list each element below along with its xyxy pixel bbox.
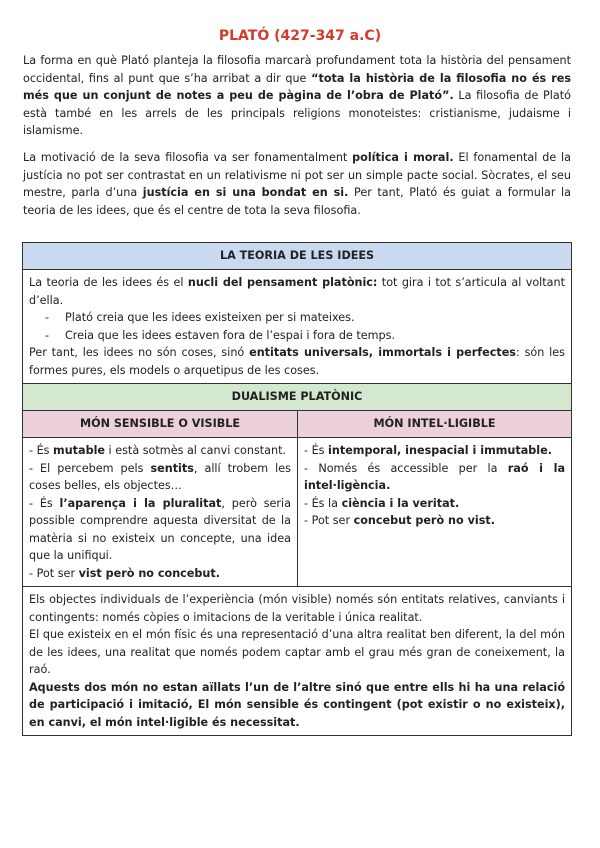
theory-line2-c: : són les formes pures, els models o arquetipus de les coses. — [29, 346, 566, 377]
bullet-dash: - — [45, 328, 50, 342]
i1b: intemporal, inespacial i immutable. — [328, 444, 552, 457]
intro-p2-text-a: La motivació de la seva filosofia va ser fonamentalment — [23, 151, 353, 164]
theory-line-2 — [29, 344, 565, 379]
intro-paragraph-2 — [23, 149, 571, 219]
sensible-world-header: MÓN SENSIBLE O VISIBLE — [23, 411, 298, 438]
s4b: vist però no concebut. — [78, 566, 220, 580]
intro-paragraph-1 — [23, 52, 571, 140]
intelligible-world-cell — [298, 438, 572, 587]
theory-bullet-2 — [29, 327, 565, 345]
sensible-line-1 — [29, 442, 291, 460]
i1a: - És — [304, 444, 329, 457]
sensible-world-cell — [23, 438, 298, 587]
s1a: - És — [29, 444, 54, 457]
intro-p2-bold-justice: justícia en si una bondat en si. — [142, 186, 349, 199]
s3a: - És — [29, 496, 60, 510]
sensible-line-2 — [29, 460, 291, 495]
bullet-text: Creia que les idees estaven fora de l’espai i fora de temps. — [65, 328, 396, 342]
intro-p2-text-e: Per tant, Plató és guiat a formular la teoria de les idees, que és el centre de tota la seva filosofia. — [23, 186, 571, 217]
theory-bullet-1 — [29, 309, 565, 327]
theory-table — [22, 242, 572, 736]
bullet-dash: - — [45, 311, 50, 324]
sensible-line-4 — [29, 565, 291, 583]
i2a: - Només és accessible per la — [304, 461, 508, 475]
bullet-text: Plató creia que les idees existeixen per si mateixes. — [65, 311, 355, 324]
i4a: - Pot ser — [304, 514, 354, 527]
theory-line2-a: Per tant, les idees no són coses, sinó — [29, 346, 250, 359]
theory-header: LA TEORIA DE LES IDEES — [23, 243, 572, 270]
dualism-header: DUALISME PLATÒNIC — [23, 384, 572, 411]
i4b: concebut però no vist. — [353, 514, 495, 527]
conclusion-paragraph-2: El que existeix en el món físic és una representació d’una altra realitat ben diferent, la del món de les idees, una realitat que només podem captar amb el grau més gran de coneixement, la raó. — [29, 628, 566, 676]
intelligible-line-1 — [304, 442, 565, 460]
s3b: l’aparença i la pluralitat — [59, 496, 222, 510]
s3c: , però seria possible comprendre aquesta diversitat de la matèria si no existeix un concepte, una idea que la unifiqui. — [29, 496, 291, 562]
s4a: - Pot ser — [29, 566, 79, 580]
theory-line1-c: tot gira i tot s’articula al voltant d’ella. — [29, 276, 565, 307]
s2a: - El percebem pels — [29, 461, 151, 475]
s1c: i està sotmès al canvi constant. — [105, 444, 287, 457]
theory-line2-bold: entitats universals, immortals i perfectes — [249, 346, 516, 359]
intelligible-line-2 — [304, 460, 565, 495]
theory-line1-a: La teoria de les idees és el — [29, 276, 188, 289]
i2b: raó i la intel·ligència. — [304, 461, 566, 492]
i3b: ciència i la veritat. — [341, 496, 460, 510]
s2c: , allí trobem les coses belles, els objectes… — [29, 461, 291, 492]
intro-p1-text-c: La filosofia de Plató està també en les arrels de les principals religions monoteistes: cristianisme, judaisme i islamisme. — [23, 89, 571, 137]
intro-p2-bold-politics: política i moral. — [352, 151, 454, 164]
sensible-line-3 — [29, 495, 291, 565]
intelligible-line-3 — [304, 495, 565, 513]
intelligible-world-header: MÓN INTEL·LIGIBLE — [298, 411, 572, 438]
dualism-conclusion — [23, 587, 572, 736]
intro-p1-text-a: La forma en què Plató planteja la filosofia marcarà profundament tota la història del pensament occidental, fins al punt que s’ha arribat a dir que — [23, 54, 571, 85]
theory-line1-bold: nucli del pensament platònic: — [187, 276, 378, 289]
s2b: sentits — [150, 461, 194, 475]
intro-p1-quote: “tota la història de la filosofia no és res més que un conjunt de notes a peu de pàgina de l’obra de Plató”. — [23, 71, 571, 102]
theory-body — [23, 270, 572, 384]
conclusion-paragraph-1: Els objectes individuals de l’experiència (món visible) només són entitats relatives, canviants i contingents: només còpies o imitacions de la veritable i única realitat. — [29, 593, 566, 624]
theory-line-1 — [29, 274, 565, 309]
conclusion-bold: Aquests dos món no estan aïllats l’un de l’altre sinó que entre ells hi ha una relació de participació i imitació, El món sensible és contingent (pot existir o no existeix), en canvi, el món intel·ligible és necessitat. — [29, 680, 566, 729]
s1b: mutable — [53, 444, 105, 457]
conclusion-paragraph-3 — [29, 679, 565, 732]
intro-p2-text-c: El fonamental de la justícia no pot ser contrastat en un relativisme ni pot ser un simple pacte social. Sòcrates, el seu mestre, parla d’una — [23, 151, 572, 199]
page-title: PLATÓ (427-347 a.C) — [218, 28, 382, 44]
intelligible-line-4 — [304, 512, 565, 530]
i3a: - És la — [304, 496, 342, 510]
